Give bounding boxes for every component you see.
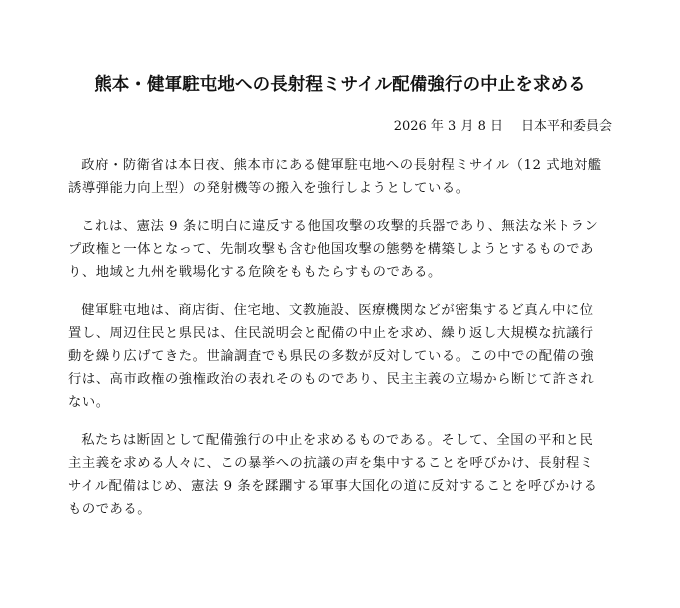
- paragraph-line: 健軍駐屯地は、商店街、住宅地、文教施設、医療機関などが密集するど真ん中に位: [81, 303, 594, 318]
- issue-date: 2026 年 3 月 8 日: [393, 119, 503, 134]
- byline: [394, 118, 612, 136]
- paragraph-line: サイル配備はじめ、憲法 9 条を蹂躙する軍事大国化の道に反対することを呼びかける: [68, 479, 598, 494]
- paragraph-line: 政府・防衛省は本日夜、熊本市にある健軍駐屯地への長射程ミサイル（12 式地対艦: [81, 158, 602, 173]
- paragraph-2: [68, 215, 620, 284]
- paragraph-line: 私たちは断固として配備強行の中止を求めるものである。そして、全国の平和と民: [81, 433, 594, 448]
- paragraph-3: [68, 299, 620, 414]
- organization-name: 日本平和委員会: [520, 119, 612, 134]
- paragraph-line: 誘導弾能力向上型）の発射機等の搬入を強行しようとしている。: [68, 181, 470, 196]
- paragraph-line: ない。: [68, 395, 110, 410]
- paragraph-line: プ政権と一体となって、先制攻撃も含む他国攻撃の態勢を構築しようとするものであ: [68, 242, 594, 257]
- paragraph-line: 動を繰り広げてきた。世論調査でも県民の多数が反対している。この中での配備の強: [68, 349, 595, 364]
- document-title: 熊本・健軍駐屯地への長射程ミサイル配備強行の中止を求める: [94, 74, 586, 95]
- paragraph-line: 行は、高市政権の強権政治の表れそのものであり、民主主義の立場から断じて許され: [68, 372, 595, 387]
- paragraph-line: 主主義を求める人々に、この暴挙への抗議の声を集中することを呼びかけ、長射程ミ: [68, 456, 594, 471]
- paragraph-4: [68, 429, 620, 521]
- statement-body: [68, 154, 620, 536]
- paragraph-line: 置し、周辺住民と県民は、住民説明会と配備の中止を求め、繰り返し大規模な抗議行: [68, 326, 594, 341]
- paragraph-line: り、地域と九州を戦場化する危険をももたらすものである。: [68, 265, 442, 280]
- paragraph-1: [68, 154, 620, 200]
- paragraph-line: ものである。: [68, 502, 152, 517]
- paragraph-line: これは、憲法 9 条に明白に違反する他国攻撃の攻撃的兵器であり、無法な米トラン: [81, 219, 599, 234]
